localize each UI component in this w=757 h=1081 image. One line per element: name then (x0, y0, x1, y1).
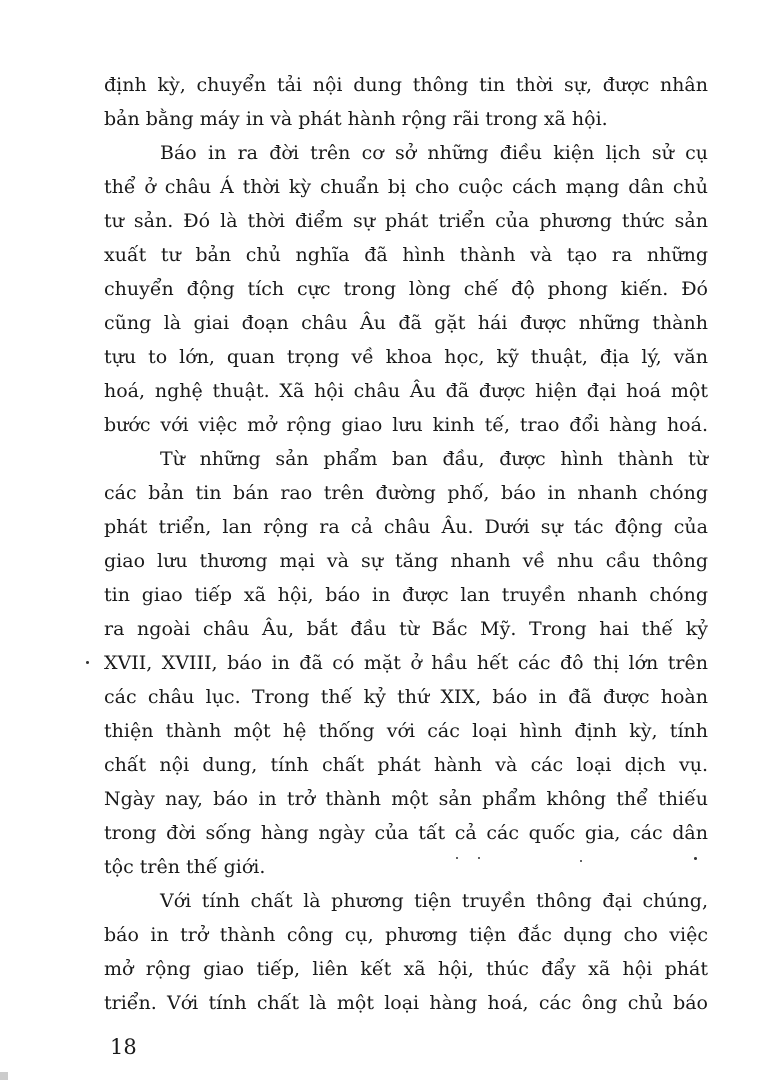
text-line: tộc trên thế giới. (104, 856, 266, 878)
text-line: xuất tư bản chủ nghĩa đã hình thành và tạo ra những (104, 244, 708, 266)
text-line: các bản tin bán rao trên đường phố, báo in nhanh chóng (104, 482, 708, 504)
text-line: bản bằng máy in và phát hành rộng rãi trong xã hội. (104, 108, 608, 130)
text-line: chuyển động tích cực trong lòng chế độ phong kiến. Đó (104, 278, 708, 300)
text-line: chất nội dung, tính chất phát hành và các loại dịch vụ. (104, 754, 708, 776)
scan-speck (694, 857, 697, 860)
text-line: thiện thành một hệ thống với các loại hình định kỳ, tính (104, 720, 708, 742)
text-line: thể ở châu Á thời kỳ chuẩn bị cho cuộc cách mạng dân chủ (104, 176, 708, 198)
text-line: tin giao tiếp xã hội, báo in được lan truyền nhanh chóng (104, 584, 708, 606)
text-line: báo in trở thành công cụ, phương tiện đắc dụng cho việc (104, 924, 708, 946)
text-line: hoá, nghệ thuật. Xã hội châu Âu đã được hiện đại hoá một (104, 380, 708, 402)
body-text (104, 68, 708, 1020)
page-number: 18 (110, 1035, 137, 1059)
text-line: triển. Với tính chất là một loại hàng hoá, các ông chủ báo (104, 992, 708, 1014)
text-line: Ngày nay, báo in trở thành một sản phẩm không thể thiếu (104, 788, 708, 810)
text-line: mở rộng giao tiếp, liên kết xã hội, thúc đẩy xã hội phát (104, 958, 708, 980)
scan-speck (580, 860, 582, 862)
text-line: các châu lục. Trong thế kỷ thứ XIX, báo in đã được hoàn (104, 686, 708, 708)
text-line: XVII, XVIII, báo in đã có mặt ở hầu hết các đô thị lớn trên (104, 652, 708, 674)
text-line: Báo in ra đời trên cơ sở những điều kiện lịch sử cụ (160, 142, 708, 164)
scan-speck (86, 661, 89, 664)
scan-edge-mark (0, 1072, 8, 1080)
text-line: giao lưu thương mại và sự tăng nhanh về nhu cầu thông (104, 550, 708, 572)
text-line: phát triển, lan rộng ra cả châu Âu. Dưới sự tác động của (104, 516, 708, 538)
text-line: ra ngoài châu Âu, bắt đầu từ Bắc Mỹ. Trong hai thế kỷ (104, 618, 708, 640)
text-line: tựu to lớn, quan trọng về khoa học, kỹ thuật, địa lý, văn (104, 346, 708, 368)
scan-speck (478, 857, 480, 859)
text-line: trong đời sống hàng ngày của tất cả các quốc gia, các dân (104, 822, 708, 844)
text-line: cũng là giai đoạn châu Âu đã gặt hái được những thành (104, 312, 708, 334)
text-line: bước với việc mở rộng giao lưu kinh tế, trao đổi hàng hoá. (104, 414, 708, 436)
scan-speck (456, 857, 458, 859)
text-line: định kỳ, chuyển tải nội dung thông tin thời sự, được nhân (104, 74, 708, 96)
text-line: Từ những sản phẩm ban đầu, được hình thành từ (160, 448, 708, 470)
text-line: tư sản. Đó là thời điểm sự phát triển của phương thức sản (104, 210, 708, 232)
text-line: Với tính chất là phương tiện truyền thông đại chúng, (160, 890, 708, 912)
